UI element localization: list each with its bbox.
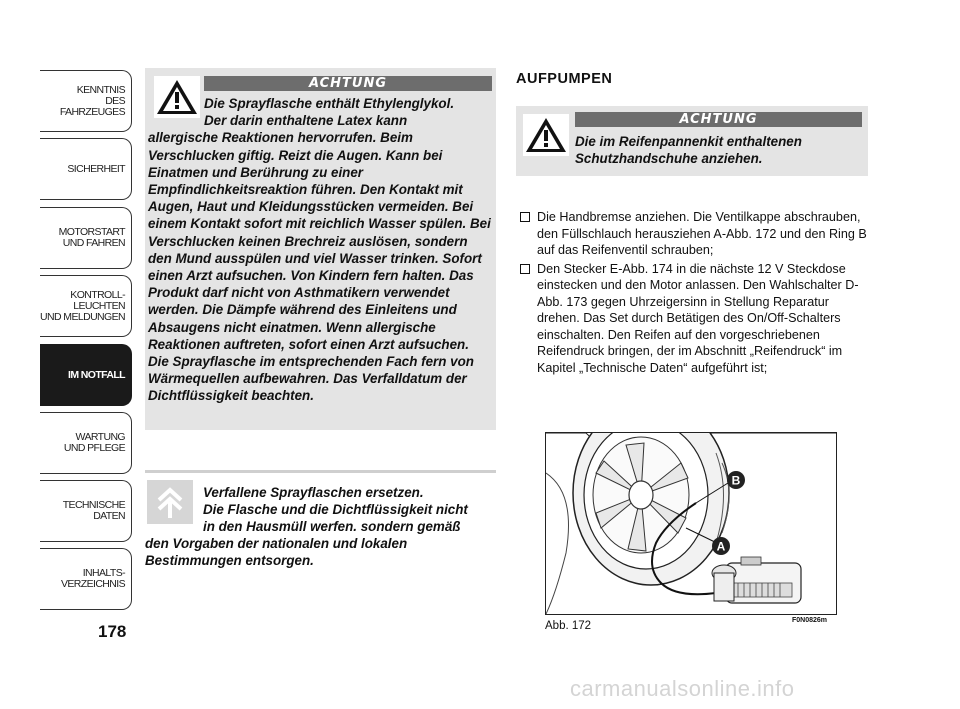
env-line-3: in den Hausmüll werfen. sondern gemäß xyxy=(203,519,461,534)
warning-box-spray xyxy=(145,68,496,430)
step-text: Die Handbremse anziehen. Die Ventilkappe abschrauben, den Füllschlauch herausziehen A-Abb. 172 und den Ring B auf das Reifenventil schrauben; xyxy=(537,210,867,257)
tyre-compressor-illustration xyxy=(546,433,836,614)
warning-text xyxy=(148,95,492,405)
tab-label: KENNTNIS DES FAHRZEUGES xyxy=(59,83,125,118)
tab-label: INHALTS- VERZEICHNIS xyxy=(61,567,125,590)
tab-im-notfall[interactable] xyxy=(40,344,132,406)
warning-line-1: Die Sprayflasche enthält Ethylenglykol. xyxy=(204,96,455,111)
tab-kenntnis[interactable] xyxy=(40,70,132,132)
tab-label: SICHERHEIT xyxy=(67,162,125,175)
tab-inhaltsverzeichnis[interactable] xyxy=(40,548,132,610)
env-body: den Vorgaben der nationalen und lokalen Bestimmungen entsorgen. xyxy=(145,536,408,568)
tab-kontrollleuchten[interactable] xyxy=(40,275,132,337)
figure-172 xyxy=(545,432,837,615)
tab-sicherheit[interactable] xyxy=(40,138,132,200)
callout-b: B xyxy=(731,473,741,488)
tab-technische-daten[interactable] xyxy=(40,480,132,542)
page-number: 178 xyxy=(98,622,127,641)
env-line-2: Die Flasche und die Dichtflüssigkeit nicht xyxy=(203,502,468,517)
figure-code: F0N0826m xyxy=(792,617,828,624)
watermark: carmanualsonline.info xyxy=(570,676,795,701)
step-list xyxy=(520,209,870,378)
warning-box-gloves xyxy=(516,106,868,176)
divider xyxy=(145,470,496,473)
tab-label: MOTORSTART UND FAHREN xyxy=(58,226,125,249)
tab-wartung[interactable] xyxy=(40,412,132,474)
env-line-1: Verfallene Sprayflaschen ersetzen. xyxy=(203,485,424,500)
tab-label: TECHNISCHE DATEN xyxy=(62,499,125,522)
warning-body: allergische Reaktionen hervorrufen. Beim Verschlucken giftig. Reizt die Augen. Kann bei Einatmen und Berührung zu einer Empfindlichkeitsreaktion führen. Den Kontakt mit Augen, Haut und Kleidungsstücken vermeiden. Bei einem Kontakt sofort mit reichlich Wasser spülen. Bei Verschlucken keinen Brechreiz auslösen, sondern den Mund ausspülen und viel Wasser trinken. Sofort einen Arzt aufsuchen. Von Kindern fern halten. Das Produkt darf nicht von Asthmatikern verwendet werden. Die Dämpfe während des Einleitens und Absaugens nicht einatmen. Wenn allergische Reaktionen auftreten, sofort einen Arzt aufsuchen. Die Sprayflasche im entsprechenden Fach fern von Wärmequellen aufbewahren. Das Verfalldatum der Dichtflüssigkeit beachten. xyxy=(148,130,491,404)
step-text: Den Stecker E-Abb. 174 in die nächste 12 V Steckdose einstecken und den Motor anlassen. Den Wahlschalter D-Abb. 173 gegen Uhrzeigersinn in Stellung Reparatur drehen. Das Set durch Betätigen des On/Off-Schalters einschalten. Den Reifen auf den vorgeschriebenen Reifendruck bringen, der im Abschnitt „Reifendruck“ im Kapitel „Technische Daten“ aufgeführt ist; xyxy=(537,261,859,375)
section-title: AUFPUMPEN xyxy=(516,71,613,87)
checkbox-bullet-icon xyxy=(520,212,530,222)
list-item xyxy=(520,209,870,259)
checkbox-bullet-icon xyxy=(520,264,530,274)
environment-note xyxy=(145,484,497,569)
achtung-header: ACHTUNG xyxy=(575,112,862,127)
achtung-header: ACHTUNG xyxy=(204,76,492,91)
tab-motorstart[interactable] xyxy=(40,207,132,269)
list-item xyxy=(520,261,870,377)
tab-label: IM NOTFALL xyxy=(68,368,125,381)
tab-label: KONTROLL- LEUCHTEN UND MELDUNGEN xyxy=(40,288,125,323)
tab-label: WARTUNG UND PFLEGE xyxy=(63,431,125,454)
callout-a: A xyxy=(716,539,726,554)
warning-triangle-icon xyxy=(523,114,569,156)
warning-text: Die im Reifenpannenkit enthaltenen Schutzhandschuhe anziehen. xyxy=(575,134,802,166)
figure-caption: Abb. 172 xyxy=(545,620,592,632)
warning-line-2: Der darin enthaltene Latex kann xyxy=(204,113,408,129)
